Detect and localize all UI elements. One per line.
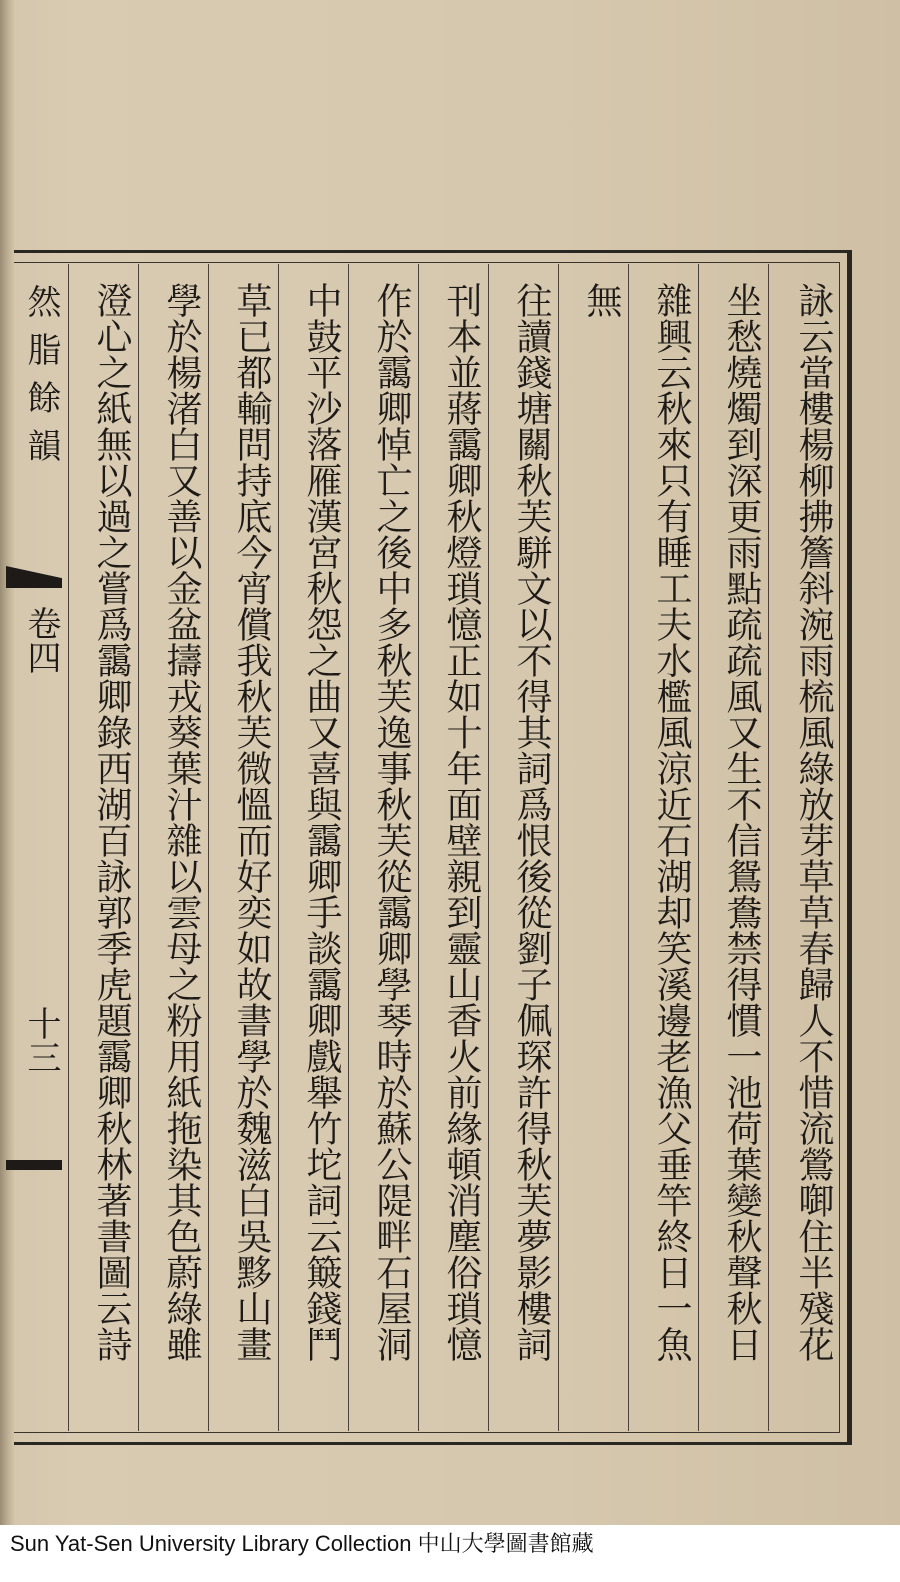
text-column-6: 刊本並蔣靄卿秋燈瑣憶正如十年面壁親到靈山香火前緣頓消塵俗瑣憶 [441,282,482,1362]
text-column-5: 往讀錢塘關秋芙駢文以不得其詞爲恨後從劉子佩琛許得秋芙夢影樓詞 [511,282,552,1362]
fish-tail-mark-lower [6,1160,62,1170]
volume-label: 卷四 [21,606,61,674]
column-rule [628,264,629,1431]
column-rule [208,264,209,1431]
column-rule [558,264,559,1431]
text-column-7: 作於靄卿悼亡之後中多秋芙逸事秋芙從靄卿學琴時於蘇公隄畔石屋洞 [371,282,412,1362]
text-column-11: 澄心之紙無以過之嘗爲靄卿錄西湖百詠郭季虎題靄卿秋林著書圖云詩 [91,282,132,1362]
column-rule [488,264,489,1431]
column-rule [138,264,139,1431]
column-rule [418,264,419,1431]
column-rule [278,264,279,1431]
text-column-4: 無 [581,282,622,318]
column-rule [348,264,349,1431]
column-rule [68,264,69,1431]
text-column-1: 詠云當樓楊柳拂簷斜涴雨梳風綠放芽草草春歸人不惜流鶯啣住半殘花 [793,282,834,1362]
column-rule [698,264,699,1431]
column-rule [768,264,769,1431]
page-number: 十三 [21,1006,61,1074]
text-column-8: 中鼓平沙落雁漢宮秋怨之曲又喜與靄卿手談靄卿戲舉竹坨詞云簸錢鬥 [301,282,342,1362]
text-column-3: 雜興云秋來只有睡工夫水檻風涼近石湖却笑溪邊老漁父垂竿終日一魚 [651,282,692,1362]
text-column-10: 學於楊渚白又善以金盆擣戎葵葉汁雜以雲母之粉用紙拖染其色蔚綠雖 [161,282,202,1362]
text-column-9: 草已都輸問持底今宵償我秋芙微慍而好奕如故書學於魏滋白吳黟山畫 [231,282,272,1362]
book-title: 然脂餘韻 [21,284,61,476]
book-spine [0,0,14,1525]
text-column-2: 坐愁燒燭到深更雨點疏疏風又生不信鴛鴦禁得慣一池荷葉變秋聲秋日 [721,282,762,1362]
library-caption: Sun Yat-Sen University Library Collection 中山大學圖書館藏 [10,1531,594,1556]
